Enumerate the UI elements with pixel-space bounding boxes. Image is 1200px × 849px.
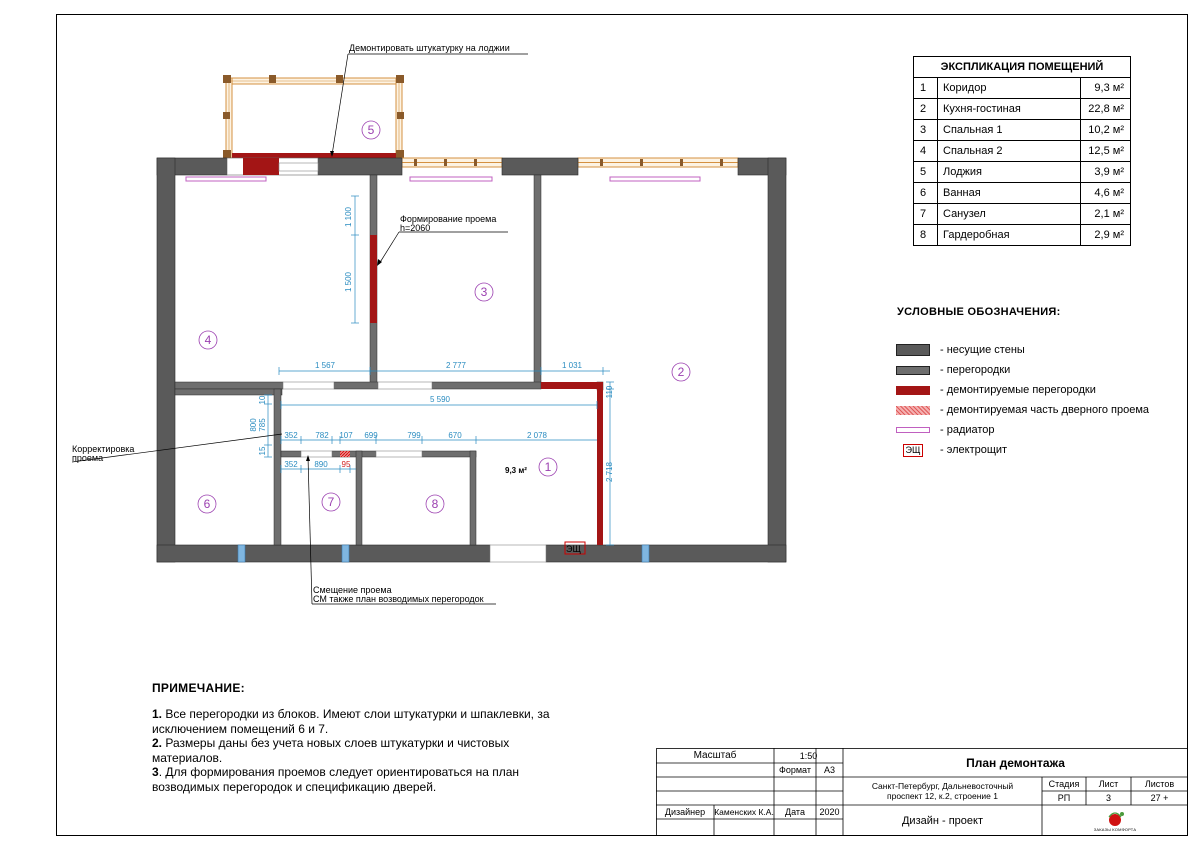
legend-title: УСЛОВНЫЕ ОБОЗНАЧЕНИЯ:: [897, 306, 1061, 318]
note-item-1: [152, 707, 582, 736]
legend-item-bearing-walls: [896, 343, 1025, 357]
room-area: 3,9 м²: [1081, 162, 1131, 183]
room-number-2: 2: [677, 365, 685, 379]
legend-swatch: [896, 344, 930, 356]
note-text: Все перегородки из блоков. Имеют слои штукатурки и шпаклевки, за исключением помещений 6 и 7.: [152, 707, 550, 736]
explication-row: [914, 204, 1131, 225]
note-loggia-plaster: Демонтировать штукатурку на лоджии: [349, 43, 510, 53]
room-name: Коридор: [938, 78, 1081, 99]
dim-352a: 352: [284, 431, 298, 440]
dim-15: 15: [258, 446, 267, 456]
room-name: Ванная: [938, 183, 1081, 204]
note-item-3: [152, 765, 582, 794]
room-number-8: 8: [431, 497, 439, 511]
legend-label: - демонтируемые перегородки: [940, 384, 1096, 396]
legend-label: - демонтируемая часть дверного проема: [940, 404, 1150, 416]
dim-799: 799: [407, 431, 421, 440]
format-value: А3: [823, 765, 835, 775]
date-value: 2020: [819, 807, 840, 817]
room-number-4: 4: [204, 333, 212, 347]
explication-row: [914, 183, 1131, 204]
legend-swatch: [896, 386, 930, 395]
company-logo: [1042, 805, 1188, 836]
dim-1031: 1 031: [561, 361, 583, 370]
scale-value: 1:50: [799, 750, 818, 761]
scale-label: Масштаб: [693, 750, 737, 761]
room-name: Санузел: [938, 204, 1081, 225]
room-num: 2: [914, 99, 938, 120]
legend-label: - несущие стены: [940, 344, 1025, 356]
sheet-title: План демонтажа: [966, 755, 1065, 770]
dim-110: 110: [605, 385, 614, 399]
explication-row: [914, 162, 1131, 183]
legend-item-demolished-door: [896, 403, 1149, 417]
format-label: Формат: [779, 765, 811, 775]
dim-1567: 1 567: [314, 361, 336, 370]
legend-swatch: [896, 406, 930, 415]
room-name: Спальная 2: [938, 141, 1081, 162]
electric-panel-label: ЭЩ: [566, 544, 581, 554]
legend-item-radiator: [896, 423, 995, 437]
legend-label: - радиатор: [940, 424, 995, 436]
dim-2078: 2 078: [526, 431, 548, 440]
room-number-1: 1: [544, 460, 552, 474]
room-number-6: 6: [203, 497, 211, 511]
dim-785: 785: [258, 418, 267, 432]
logo-icon: [1100, 809, 1130, 827]
room-name: Спальная 1: [938, 120, 1081, 141]
room-name: Лоджия: [938, 162, 1081, 183]
logo-text: ЗАКАЗЫ КОМФОРТА: [1093, 827, 1137, 832]
explication-row: [914, 225, 1131, 246]
room-num: 4: [914, 141, 938, 162]
notes-title: ПРИМЕЧАНИЕ:: [152, 681, 245, 695]
dim-1100: 1 100: [344, 206, 353, 228]
room-num: 5: [914, 162, 938, 183]
dim-2777: 2 777: [445, 361, 467, 370]
room-number-7: 7: [327, 495, 335, 509]
room-area: 9,3 м²: [1081, 78, 1131, 99]
dim-107: 107: [339, 431, 353, 440]
room-number-3: 3: [480, 285, 488, 299]
note-opening-shift-1: Смещение проема: [313, 585, 392, 595]
note-number: 2.: [152, 736, 163, 750]
note-opening-correction-2: проема: [72, 453, 104, 463]
demolished-partitions: [370, 235, 603, 545]
note-text: . Для формирования проемов следует ориентироваться на план возводимых перегородок и спецификацию дверей.: [152, 765, 520, 794]
dim-670: 670: [448, 431, 462, 440]
stage-value: РП: [1057, 793, 1071, 803]
note-text: Размеры даны без учета новых слоев штукатурки и чистовых материалов.: [152, 736, 510, 765]
legend-item-electric-panel: [896, 443, 1007, 457]
note-item-2: [152, 736, 582, 765]
sheet-label: Лист: [1098, 779, 1119, 789]
note-opening-form-2: h=2060: [400, 223, 431, 233]
room-num: 7: [914, 204, 938, 225]
legend-item-partitions: [896, 363, 1010, 377]
room-area: 12,5 м²: [1081, 141, 1131, 162]
room-number-5: 5: [367, 123, 375, 137]
electric-panel-icon: ЭЩ: [903, 444, 924, 457]
room-area: 2,9 м²: [1081, 225, 1131, 246]
room-area: 10,2 м²: [1081, 120, 1131, 141]
project-type: Дизайн - проект: [901, 814, 984, 827]
sheet-value: 3: [1105, 793, 1111, 803]
room-num: 6: [914, 183, 938, 204]
room-area: 22,8 м²: [1081, 99, 1131, 120]
stage-label: Стадия: [1048, 779, 1080, 789]
room-name: Гардеробная: [938, 225, 1081, 246]
dimension-lines: [264, 196, 614, 545]
note-opening-shift-2: СМ также план возводимых перегородок: [313, 594, 484, 604]
explication-table: [913, 56, 1131, 246]
note-number: 1.: [152, 707, 163, 721]
designer-name: Каменских К.А.: [714, 807, 774, 817]
legend-swatch: [896, 366, 930, 375]
legend-swatch: [896, 444, 930, 456]
room-num: 1: [914, 78, 938, 99]
explication-row: [914, 141, 1131, 162]
note-opening-correction-1: Корректировка: [72, 444, 135, 454]
room-area: 2,1 м²: [1081, 204, 1131, 225]
notes-body: [152, 707, 582, 794]
designer-label: Дизайнер: [664, 807, 706, 817]
address: Санкт-Петербург, Дальневосточный проспект 12, к.2, строение 1: [871, 781, 1014, 801]
legend-swatch: [896, 427, 930, 433]
dim-5590: 5 590: [429, 395, 451, 404]
note-opening-form-1: Формирование проема: [400, 214, 497, 224]
dim-10: 10: [258, 395, 267, 405]
dim-1500: 1 500: [344, 271, 353, 293]
radiators: [186, 177, 700, 181]
legend-label: - перегородки: [940, 364, 1011, 376]
legend-item-demolished-partitions: [896, 383, 1096, 397]
corridor-area-label: 9,3 м²: [505, 466, 527, 475]
dim-2718: 2 718: [605, 461, 614, 483]
date-label: Дата: [785, 807, 805, 817]
room-name: Кухня-гостиная: [938, 99, 1081, 120]
legend-label: - электрощит: [940, 444, 1008, 456]
partitions: [175, 175, 603, 545]
dim-352b: 352: [284, 460, 298, 469]
dim-699: 699: [364, 431, 378, 440]
loggia: [223, 75, 404, 158]
room-num: 3: [914, 120, 938, 141]
dim-800: 800: [249, 418, 258, 432]
explication-row: [914, 120, 1131, 141]
dim-890: 890: [314, 460, 328, 469]
sheets-label: Листов: [1144, 779, 1175, 789]
explication-row: [914, 78, 1131, 99]
room-num: 8: [914, 225, 938, 246]
room-area: 4,6 м²: [1081, 183, 1131, 204]
dim-782: 782: [315, 431, 329, 440]
title-block: [656, 748, 1188, 836]
note-number: 3: [152, 765, 159, 779]
explication-title: ЭКСПЛИКАЦИЯ ПОМЕЩЕНИЙ: [914, 57, 1131, 78]
sheets-value: 27 +: [1150, 793, 1169, 803]
dim-95: 95: [341, 460, 351, 469]
explication-row: [914, 99, 1131, 120]
